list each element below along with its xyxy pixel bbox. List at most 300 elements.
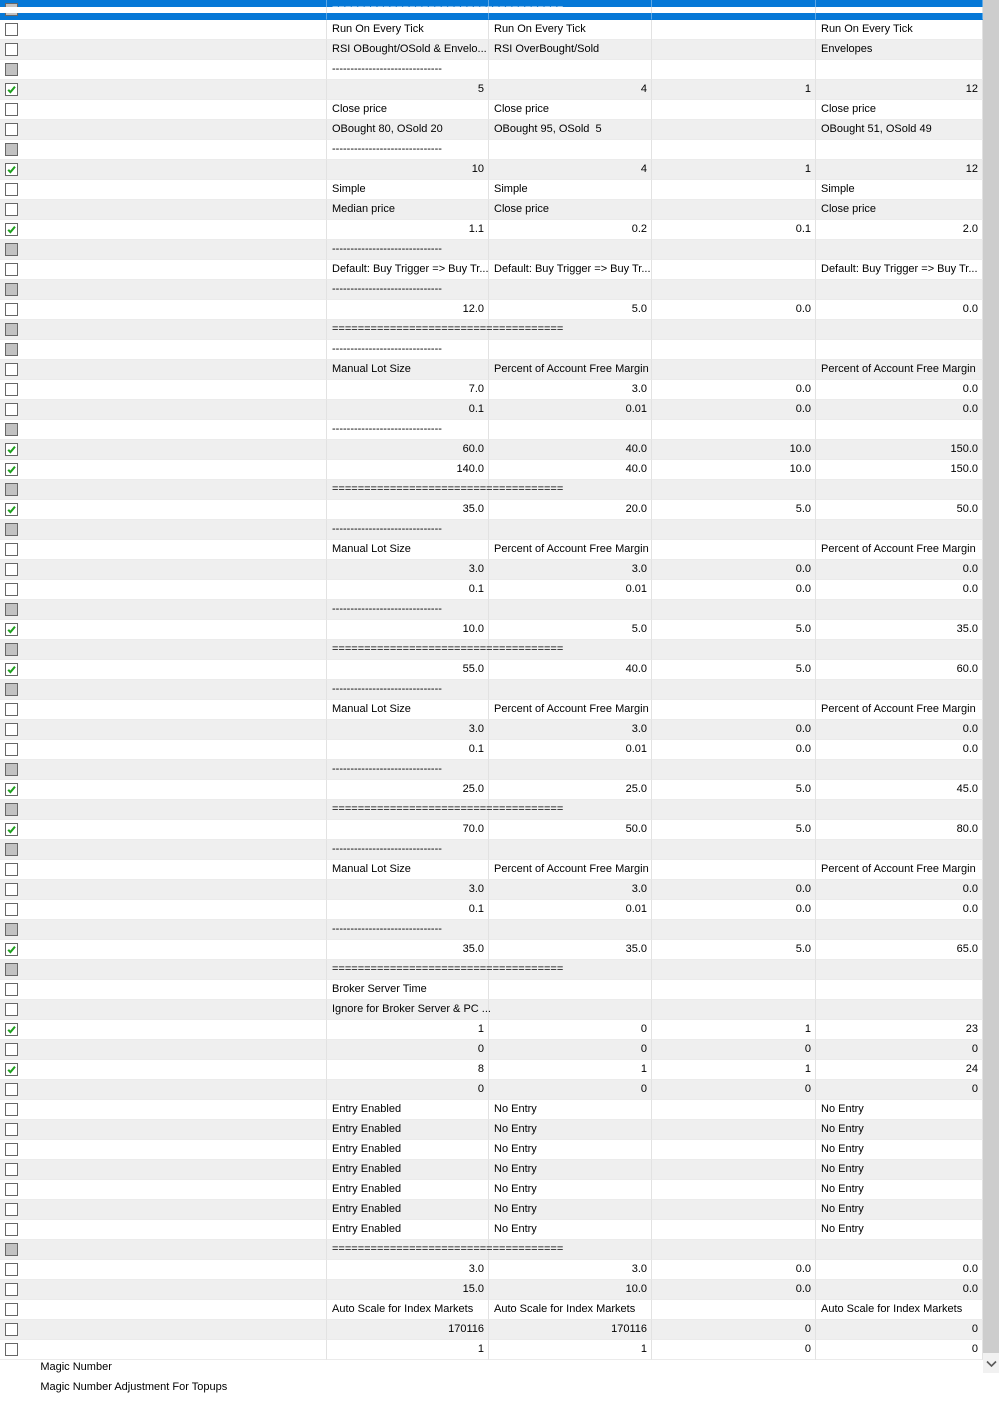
value-cell-1[interactable]: Entry Enabled — [327, 1220, 489, 1240]
row-checkbox[interactable] — [5, 383, 18, 396]
row-checkbox[interactable] — [5, 143, 18, 156]
parameter-row[interactable] — [0, 1180, 983, 1200]
parameter-row[interactable] — [0, 860, 983, 880]
parameter-row[interactable] — [0, 140, 983, 160]
row-checkbox[interactable] — [5, 543, 18, 556]
value-cell-3[interactable] — [652, 280, 816, 300]
row-checkbox[interactable] — [5, 123, 18, 136]
value-cell-1[interactable]: ==================================== — [327, 480, 489, 500]
value-cell-4[interactable]: 0.0 — [816, 580, 983, 600]
parameter-row[interactable] — [0, 720, 983, 740]
row-checkbox[interactable] — [5, 783, 18, 796]
row-checkbox[interactable] — [5, 803, 18, 816]
row-checkbox[interactable] — [5, 323, 18, 336]
parameter-row[interactable] — [0, 740, 983, 760]
parameter-row[interactable] — [0, 1120, 983, 1140]
value-cell-2[interactable] — [489, 140, 652, 160]
row-checkbox[interactable] — [5, 683, 18, 696]
row-checkbox[interactable] — [5, 1303, 18, 1316]
value-cell-3[interactable]: 0.0 — [652, 580, 816, 600]
value-cell-3[interactable] — [652, 480, 816, 500]
parameter-row[interactable] — [0, 820, 983, 840]
value-cell-4[interactable] — [816, 920, 983, 940]
value-cell-3[interactable]: 5.0 — [652, 780, 816, 800]
value-cell-3[interactable] — [652, 1140, 816, 1160]
row-checkbox[interactable] — [5, 1203, 18, 1216]
parameter-row[interactable] — [0, 260, 983, 280]
row-checkbox[interactable] — [5, 303, 18, 316]
value-cell-1[interactable]: 1 — [327, 1020, 489, 1040]
value-cell-2[interactable]: No Entry — [489, 1100, 652, 1120]
row-checkbox[interactable] — [5, 563, 18, 576]
parameter-row[interactable] — [0, 980, 983, 1000]
value-cell-1[interactable]: Entry Enabled — [327, 1140, 489, 1160]
value-cell-3[interactable]: 0 — [652, 1080, 816, 1100]
value-cell-1[interactable]: Manual Lot Size — [327, 860, 489, 880]
value-cell-1[interactable]: Entry Enabled — [327, 1160, 489, 1180]
value-cell-3[interactable]: 1 — [652, 1060, 816, 1080]
parameter-row[interactable] — [0, 660, 983, 680]
value-cell-3[interactable]: 0.0 — [652, 740, 816, 760]
value-cell-2[interactable]: 1 — [489, 1340, 652, 1360]
value-cell-1[interactable]: Manual Lot Size — [327, 360, 489, 380]
row-checkbox[interactable] — [5, 1183, 18, 1196]
value-cell-2[interactable]: 4 — [489, 160, 652, 180]
value-cell-2[interactable]: Default: Buy Trigger => Buy Tr... — [489, 260, 652, 280]
value-cell-3[interactable] — [652, 980, 816, 1000]
value-cell-4[interactable]: Percent of Account Free Margin — [816, 860, 983, 880]
value-cell-3[interactable] — [652, 340, 816, 360]
value-cell-2[interactable]: Simple — [489, 180, 652, 200]
row-checkbox[interactable] — [5, 1223, 18, 1236]
value-cell-2[interactable]: 10.0 — [489, 1280, 652, 1300]
value-cell-1[interactable]: 0.1 — [327, 740, 489, 760]
value-cell-2[interactable]: 0 — [489, 1080, 652, 1100]
row-checkbox[interactable] — [5, 763, 18, 776]
value-cell-1[interactable]: 5 — [327, 80, 489, 100]
value-cell-4[interactable]: 0.0 — [816, 380, 983, 400]
value-cell-4[interactable]: 0.0 — [816, 720, 983, 740]
row-checkbox[interactable] — [5, 1243, 18, 1256]
value-cell-1[interactable]: Manual Lot Size — [327, 700, 489, 720]
row-checkbox[interactable] — [5, 583, 18, 596]
value-cell-2[interactable]: Percent of Account Free Margin — [489, 700, 652, 720]
value-cell-1[interactable]: 170116 — [327, 1320, 489, 1340]
parameter-row[interactable] — [0, 1220, 983, 1240]
value-cell-4[interactable]: Default: Buy Trigger => Buy Tr... — [816, 260, 983, 280]
parameter-row[interactable] — [0, 1020, 983, 1040]
row-checkbox[interactable] — [5, 1343, 18, 1356]
value-cell-1[interactable]: Run On Every Tick — [327, 20, 489, 40]
row-checkbox[interactable] — [5, 403, 18, 416]
value-cell-3[interactable] — [652, 680, 816, 700]
value-cell-3[interactable] — [652, 520, 816, 540]
value-cell-2[interactable] — [489, 640, 652, 660]
value-cell-4[interactable] — [816, 240, 983, 260]
value-cell-4[interactable] — [816, 640, 983, 660]
row-checkbox[interactable] — [5, 1103, 18, 1116]
value-cell-3[interactable] — [652, 1220, 816, 1240]
value-cell-3[interactable] — [652, 20, 816, 40]
value-cell-2[interactable]: 40.0 — [489, 440, 652, 460]
value-cell-4[interactable]: Run On Every Tick — [816, 20, 983, 40]
vertical-scrollbar[interactable] — [983, 0, 999, 1373]
value-cell-4[interactable]: 0.0 — [816, 900, 983, 920]
value-cell-3[interactable] — [652, 920, 816, 940]
value-cell-1[interactable]: Entry Enabled — [327, 1180, 489, 1200]
value-cell-4[interactable]: 80.0 — [816, 820, 983, 840]
parameter-row[interactable] — [0, 380, 983, 400]
value-cell-4[interactable]: 150.0 — [816, 440, 983, 460]
value-cell-4[interactable]: 0.0 — [816, 880, 983, 900]
row-checkbox[interactable] — [5, 723, 18, 736]
parameter-row[interactable] — [0, 1240, 983, 1260]
value-cell-1[interactable]: ------------------------------ — [327, 60, 489, 80]
value-cell-3[interactable] — [652, 360, 816, 380]
parameter-row[interactable] — [0, 100, 983, 120]
value-cell-4[interactable]: OBought 51, OSold 49 — [816, 120, 983, 140]
value-cell-2[interactable]: 0.01 — [489, 900, 652, 920]
value-cell-1[interactable]: ------------------------------ — [327, 920, 489, 940]
value-cell-1[interactable]: 0.1 — [327, 580, 489, 600]
parameter-row[interactable] — [0, 620, 983, 640]
value-cell-2[interactable] — [489, 840, 652, 860]
row-checkbox[interactable] — [5, 463, 18, 476]
row-checkbox[interactable] — [5, 23, 18, 36]
value-cell-1[interactable]: 12.0 — [327, 300, 489, 320]
value-cell-2[interactable]: 1 — [489, 1060, 652, 1080]
value-cell-4[interactable]: 60.0 — [816, 660, 983, 680]
value-cell-2[interactable] — [489, 340, 652, 360]
value-cell-1[interactable]: 55.0 — [327, 660, 489, 680]
row-checkbox[interactable] — [5, 43, 18, 56]
parameter-row[interactable] — [0, 960, 983, 980]
value-cell-3[interactable]: 1 — [652, 160, 816, 180]
parameter-row[interactable] — [0, 120, 983, 140]
value-cell-4[interactable]: 0.0 — [816, 1280, 983, 1300]
value-cell-2[interactable]: 3.0 — [489, 720, 652, 740]
value-cell-2[interactable] — [489, 600, 652, 620]
value-cell-3[interactable] — [652, 100, 816, 120]
value-cell-3[interactable] — [652, 1240, 816, 1260]
value-cell-2[interactable] — [489, 1000, 652, 1020]
value-cell-2[interactable]: No Entry — [489, 1200, 652, 1220]
parameter-row[interactable] — [0, 800, 983, 820]
parameter-row[interactable] — [0, 240, 983, 260]
parameter-row[interactable] — [0, 780, 983, 800]
value-cell-3[interactable] — [652, 260, 816, 280]
value-cell-1[interactable]: ------------------------------ — [327, 520, 489, 540]
value-cell-4[interactable]: 45.0 — [816, 780, 983, 800]
value-cell-3[interactable]: 10.0 — [652, 460, 816, 480]
value-cell-3[interactable] — [652, 640, 816, 660]
row-checkbox[interactable] — [5, 983, 18, 996]
value-cell-4[interactable]: No Entry — [816, 1120, 983, 1140]
parameter-row[interactable] — [0, 180, 983, 200]
value-cell-3[interactable]: 0.0 — [652, 300, 816, 320]
value-cell-2[interactable] — [489, 480, 652, 500]
parameter-row[interactable] — [0, 480, 983, 500]
row-checkbox[interactable] — [5, 423, 18, 436]
value-cell-2[interactable]: Close price — [489, 100, 652, 120]
row-checkbox[interactable] — [5, 263, 18, 276]
parameter-row[interactable] — [0, 40, 983, 60]
parameter-row[interactable] — [0, 400, 983, 420]
parameter-row[interactable] — [0, 220, 983, 240]
value-cell-2[interactable]: Percent of Account Free Margin — [489, 360, 652, 380]
value-cell-4[interactable]: 150.0 — [816, 460, 983, 480]
value-cell-4[interactable]: 12 — [816, 160, 983, 180]
value-cell-1[interactable]: ------------------------------ — [327, 340, 489, 360]
value-cell-2[interactable]: 0.2 — [489, 220, 652, 240]
row-checkbox[interactable] — [5, 63, 18, 76]
row-checkbox[interactable] — [5, 1023, 18, 1036]
value-cell-4[interactable] — [816, 840, 983, 860]
value-cell-1[interactable]: ==================================== — [327, 960, 489, 980]
value-cell-3[interactable] — [652, 1100, 816, 1120]
parameter-row[interactable] — [0, 360, 983, 380]
value-cell-3[interactable] — [652, 1200, 816, 1220]
row-checkbox[interactable] — [5, 1263, 18, 1276]
value-cell-2[interactable]: RSI OverBought/Sold — [489, 40, 652, 60]
parameter-row[interactable] — [0, 880, 983, 900]
value-cell-2[interactable]: No Entry — [489, 1160, 652, 1180]
parameter-row[interactable] — [0, 540, 983, 560]
parameter-row[interactable] — [0, 1040, 983, 1060]
parameter-row[interactable] — [0, 900, 983, 920]
value-cell-2[interactable]: No Entry — [489, 1220, 652, 1240]
value-cell-1[interactable]: ------------------------------ — [327, 600, 489, 620]
value-cell-1[interactable]: 1.1 — [327, 220, 489, 240]
parameter-row[interactable] — [0, 640, 983, 660]
value-cell-3[interactable]: 0.0 — [652, 400, 816, 420]
row-checkbox[interactable] — [5, 1143, 18, 1156]
row-checkbox[interactable] — [5, 363, 18, 376]
row-checkbox[interactable] — [5, 1283, 18, 1296]
value-cell-2[interactable] — [489, 60, 652, 80]
row-checkbox[interactable] — [5, 483, 18, 496]
value-cell-3[interactable]: 0.0 — [652, 1280, 816, 1300]
value-cell-1[interactable]: 10 — [327, 160, 489, 180]
value-cell-4[interactable]: 0 — [816, 1320, 983, 1340]
value-cell-2[interactable] — [489, 1240, 652, 1260]
parameter-row[interactable] — [0, 80, 983, 100]
value-cell-1[interactable]: 10.0 — [327, 620, 489, 640]
value-cell-4[interactable] — [816, 520, 983, 540]
parameter-row[interactable] — [0, 340, 983, 360]
value-cell-3[interactable]: 0 — [652, 1040, 816, 1060]
value-cell-1[interactable]: Auto Scale for Index Markets — [327, 1300, 489, 1320]
value-cell-4[interactable]: 0.0 — [816, 300, 983, 320]
value-cell-2[interactable]: 25.0 — [489, 780, 652, 800]
parameter-row[interactable] — [0, 580, 983, 600]
value-cell-2[interactable] — [489, 280, 652, 300]
row-checkbox[interactable] — [5, 843, 18, 856]
value-cell-4[interactable]: Close price — [816, 100, 983, 120]
value-cell-3[interactable] — [652, 1120, 816, 1140]
value-cell-2[interactable] — [489, 760, 652, 780]
value-cell-2[interactable]: 5.0 — [489, 620, 652, 640]
value-cell-4[interactable]: 0 — [816, 1340, 983, 1360]
value-cell-1[interactable]: 3.0 — [327, 720, 489, 740]
value-cell-4[interactable]: Close price — [816, 200, 983, 220]
value-cell-4[interactable]: Percent of Account Free Margin — [816, 540, 983, 560]
value-cell-3[interactable] — [652, 200, 816, 220]
value-cell-1[interactable]: 70.0 — [327, 820, 489, 840]
value-cell-3[interactable] — [652, 140, 816, 160]
row-checkbox[interactable] — [5, 643, 18, 656]
parameter-row[interactable] — [0, 160, 983, 180]
row-checkbox[interactable] — [5, 743, 18, 756]
value-cell-1[interactable]: 60.0 — [327, 440, 489, 460]
row-checkbox[interactable] — [5, 1163, 18, 1176]
value-cell-4[interactable] — [816, 600, 983, 620]
value-cell-2[interactable] — [489, 680, 652, 700]
value-cell-3[interactable]: 10.0 — [652, 440, 816, 460]
value-cell-3[interactable]: 0.0 — [652, 380, 816, 400]
value-cell-1[interactable]: ------------------------------ — [327, 280, 489, 300]
value-cell-1[interactable]: Entry Enabled — [327, 1200, 489, 1220]
parameter-row[interactable] — [0, 1000, 983, 1020]
parameter-row[interactable] — [0, 20, 983, 40]
parameter-row[interactable] — [0, 1060, 983, 1080]
value-cell-3[interactable] — [652, 700, 816, 720]
value-cell-2[interactable]: Auto Scale for Index Markets — [489, 1300, 652, 1320]
value-cell-3[interactable] — [652, 1160, 816, 1180]
value-cell-1[interactable]: 7.0 — [327, 380, 489, 400]
value-cell-4[interactable]: 0.0 — [816, 560, 983, 580]
value-cell-2[interactable]: Close price — [489, 200, 652, 220]
parameter-row[interactable] — [0, 940, 983, 960]
value-cell-2[interactable]: 5.0 — [489, 300, 652, 320]
value-cell-2[interactable]: No Entry — [489, 1120, 652, 1140]
row-checkbox[interactable] — [5, 883, 18, 896]
value-cell-2[interactable]: 0.01 — [489, 580, 652, 600]
value-cell-3[interactable] — [652, 600, 816, 620]
value-cell-4[interactable] — [816, 760, 983, 780]
row-checkbox[interactable] — [5, 1083, 18, 1096]
parameter-row[interactable] — [0, 200, 983, 220]
value-cell-2[interactable] — [489, 420, 652, 440]
value-cell-1[interactable]: Median price — [327, 200, 489, 220]
value-cell-3[interactable] — [652, 40, 816, 60]
value-cell-1[interactable]: ------------------------------ — [327, 760, 489, 780]
value-cell-2[interactable]: No Entry — [489, 1180, 652, 1200]
parameter-row[interactable] — [0, 1300, 983, 1320]
value-cell-2[interactable]: Percent of Account Free Margin — [489, 540, 652, 560]
row-checkbox[interactable] — [5, 903, 18, 916]
value-cell-2[interactable]: 40.0 — [489, 460, 652, 480]
value-cell-1[interactable]: ------------------------------ — [327, 680, 489, 700]
row-checkbox[interactable] — [5, 1123, 18, 1136]
value-cell-3[interactable]: 0.0 — [652, 1260, 816, 1280]
value-cell-2[interactable]: 0.01 — [489, 400, 652, 420]
row-checkbox[interactable] — [5, 963, 18, 976]
value-cell-4[interactable]: 50.0 — [816, 500, 983, 520]
value-cell-2[interactable]: 3.0 — [489, 1260, 652, 1280]
row-checkbox[interactable] — [5, 443, 18, 456]
value-cell-1[interactable]: 35.0 — [327, 500, 489, 520]
parameter-row[interactable] — [0, 760, 983, 780]
value-cell-3[interactable]: 0.0 — [652, 560, 816, 580]
parameter-row[interactable] — [0, 1100, 983, 1120]
row-checkbox[interactable] — [5, 83, 18, 96]
row-checkbox[interactable] — [5, 863, 18, 876]
parameter-row[interactable] — [0, 1200, 983, 1220]
value-cell-1[interactable]: ==================================== — [327, 800, 489, 820]
value-cell-1[interactable]: ==================================== — [327, 1240, 489, 1260]
row-checkbox[interactable] — [5, 663, 18, 676]
value-cell-3[interactable]: 5.0 — [652, 940, 816, 960]
parameter-row[interactable] — [0, 840, 983, 860]
value-cell-4[interactable]: 0 — [816, 1040, 983, 1060]
value-cell-4[interactable]: 0.0 — [816, 740, 983, 760]
parameter-row[interactable] — [0, 1140, 983, 1160]
parameter-row[interactable] — [0, 520, 983, 540]
row-checkbox[interactable] — [5, 523, 18, 536]
value-cell-2[interactable]: 170116 — [489, 1320, 652, 1340]
value-cell-4[interactable] — [816, 800, 983, 820]
value-cell-1[interactable]: ==================================== — [327, 640, 489, 660]
value-cell-1[interactable]: 8 — [327, 1060, 489, 1080]
value-cell-4[interactable] — [816, 420, 983, 440]
value-cell-2[interactable] — [489, 800, 652, 820]
value-cell-2[interactable] — [489, 920, 652, 940]
parameter-row[interactable] — [0, 300, 983, 320]
value-cell-3[interactable] — [652, 800, 816, 820]
value-cell-4[interactable] — [816, 680, 983, 700]
parameter-row[interactable] — [0, 560, 983, 580]
parameter-row[interactable] — [0, 1280, 983, 1300]
value-cell-2[interactable]: Percent of Account Free Margin — [489, 860, 652, 880]
value-cell-2[interactable]: 3.0 — [489, 380, 652, 400]
row-checkbox[interactable] — [5, 343, 18, 356]
row-checkbox[interactable] — [5, 283, 18, 296]
value-cell-3[interactable] — [652, 60, 816, 80]
value-cell-4[interactable] — [816, 1000, 983, 1020]
row-checkbox[interactable] — [5, 603, 18, 616]
parameter-row[interactable] — [0, 460, 983, 480]
value-cell-1[interactable]: Close price — [327, 100, 489, 120]
value-cell-4[interactable]: Percent of Account Free Margin — [816, 360, 983, 380]
value-cell-4[interactable] — [816, 280, 983, 300]
parameter-row[interactable] — [0, 320, 983, 340]
parameter-row[interactable] — [0, 680, 983, 700]
row-checkbox[interactable] — [5, 923, 18, 936]
value-cell-2[interactable]: 35.0 — [489, 940, 652, 960]
value-cell-4[interactable]: No Entry — [816, 1140, 983, 1160]
value-cell-4[interactable] — [816, 960, 983, 980]
value-cell-1[interactable]: 15.0 — [327, 1280, 489, 1300]
value-cell-4[interactable]: No Entry — [816, 1200, 983, 1220]
parameter-row[interactable] — [0, 1160, 983, 1180]
value-cell-3[interactable]: 0.0 — [652, 720, 816, 740]
value-cell-3[interactable]: 1 — [652, 1020, 816, 1040]
parameter-row[interactable] — [0, 1260, 983, 1280]
value-cell-4[interactable]: 0.0 — [816, 400, 983, 420]
parameter-row[interactable] — [0, 420, 983, 440]
value-cell-3[interactable]: 0.0 — [652, 900, 816, 920]
value-cell-2[interactable]: 0.01 — [489, 740, 652, 760]
row-checkbox[interactable] — [5, 203, 18, 216]
value-cell-1[interactable]: 0 — [327, 1040, 489, 1060]
value-cell-4[interactable]: 35.0 — [816, 620, 983, 640]
row-checkbox[interactable] — [5, 1043, 18, 1056]
parameter-row[interactable] — [0, 1340, 983, 1393]
value-cell-1[interactable]: ==================================== — [327, 320, 489, 340]
row-checkbox[interactable] — [5, 163, 18, 176]
value-cell-1[interactable]: 3.0 — [327, 1260, 489, 1280]
